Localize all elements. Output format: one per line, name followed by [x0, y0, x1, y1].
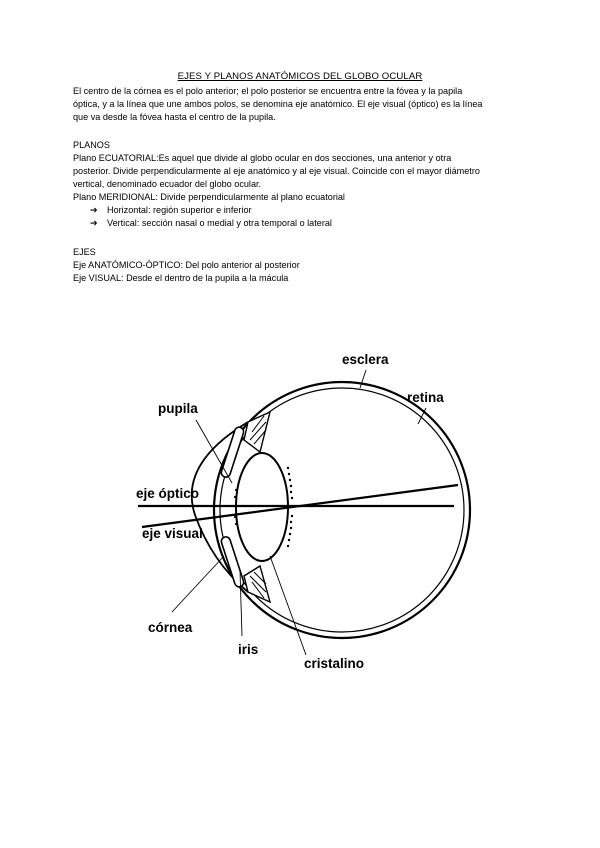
iris-upper: [220, 426, 245, 478]
ejes-section: [73, 246, 543, 285]
intro-line: óptica, y a la línea que une ambos polos, se denomina eje anatómico. El eje visual (óptico) es la línea: [73, 99, 483, 109]
ecuatorial-line: vertical, denominado ecuador del globo ocular.: [73, 179, 262, 189]
bullet-item-vertical: [73, 217, 543, 230]
label-eje-optico: eje óptico: [136, 486, 200, 501]
eye-diagram: [120, 340, 480, 680]
label-esclera: esclera: [342, 352, 389, 367]
planos-heading: PLANOS: [73, 140, 110, 150]
bullet-item-horizontal: [73, 204, 543, 217]
leader-cornea: [172, 556, 224, 612]
ecuatorial-line: Plano ECUATORIAL:Es aquel que divide al globo ocular en dos secciones, una anterior y otra: [73, 153, 452, 163]
label-pupila: pupila: [158, 401, 198, 416]
label-eje-visual: eje visual: [142, 526, 203, 541]
leader-cristalino: [270, 556, 306, 655]
planos-section: [73, 139, 543, 230]
eje-visual-line: Eje VISUAL: Desde el dentro de la pupila a la mácula: [73, 273, 289, 283]
label-cristalino: cristalino: [304, 656, 365, 671]
label-retina: retina: [407, 390, 444, 405]
intro-paragraph: [73, 85, 543, 124]
document-title: EJES Y PLANOS ANATÓMICOS DEL GLOBO OCULAR: [177, 71, 423, 82]
leader-pupila: [196, 420, 232, 483]
eje-anatomico-line: Eje ANATÓMICO-ÓPTICO: Del polo anterior al posterior: [73, 260, 300, 270]
arrow-right-icon: ➔: [90, 218, 98, 228]
ejes-heading: EJES: [73, 247, 96, 257]
intro-line: que va desde la fóvea hasta el centro de la pupila.: [73, 112, 276, 122]
leader-esclera: [360, 370, 366, 388]
bullet-text: Vertical: sección nasal o medial y otra temporal o lateral: [107, 218, 332, 228]
ecuatorial-line: posterior. Divide perpendicularmente al eje anatómico y al eje visual. Coincide con el mayor diámetro: [73, 166, 480, 176]
bullet-text: Horizontal: región superior e inferior: [107, 205, 252, 215]
arrow-right-icon: ➔: [90, 205, 98, 215]
label-iris: iris: [238, 642, 259, 657]
intro-line: El centro de la córnea es el polo anterior; el polo posterior se encuentra entre la fóvea y la papila: [73, 86, 463, 96]
meridional-line: Plano MERIDIONAL: Divide perpendicularmente al plano ecuatorial: [73, 192, 345, 202]
label-cornea: córnea: [148, 620, 193, 635]
